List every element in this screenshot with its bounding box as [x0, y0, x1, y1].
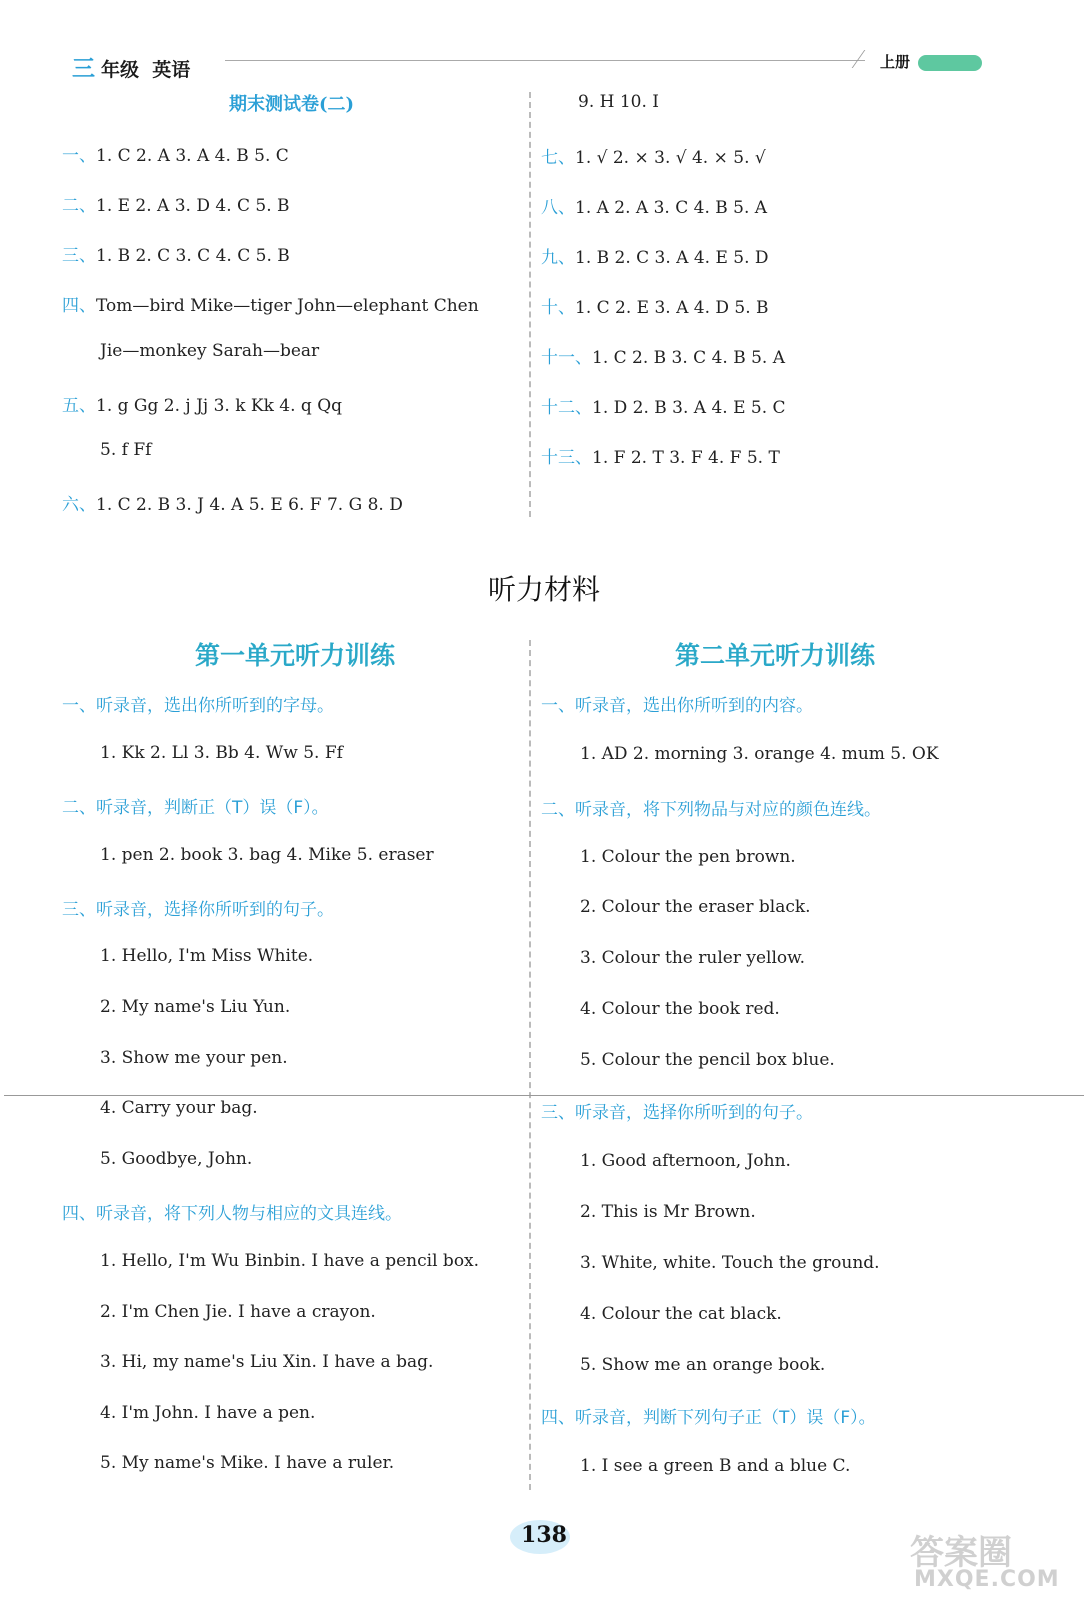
answer-line: 十一、1. C 2. B 3. C 4. B 5. A — [541, 348, 786, 368]
header-slash — [852, 50, 882, 68]
grade-number: 三 — [72, 56, 95, 82]
unit1-q4-item: 4. I'm John. I have a pen. — [100, 1403, 316, 1423]
unit1-q3-item: 2. My name's Liu Yun. — [100, 997, 291, 1017]
unit2-q1-items: 1. AD 2. morning 3. orange 4. mum 5. OK — [580, 744, 939, 764]
grade-label: 年级 — [101, 59, 140, 81]
unit2-q2-item: 3. Colour the ruler yellow. — [580, 948, 806, 968]
unit2-q2-heading: 二、听录音，将下列物品与对应的颜色连线。 — [541, 800, 881, 820]
unit2-q3-item: 1. Good afternoon, John. — [580, 1151, 791, 1171]
unit1-q1-heading: 一、听录音，选出你所听到的字母。 — [62, 696, 334, 716]
answer-line: 一、1. C 2. A 3. A 4. B 5. C — [62, 146, 289, 166]
unit2-q2-item: 5. Colour the pencil box blue. — [580, 1050, 835, 1070]
unit2-q2-item: 4. Colour the book red. — [580, 999, 780, 1019]
unit1-q4-item: 5. My name's Mike. I have a ruler. — [100, 1453, 395, 1473]
unit1-q2-items: 1. pen 2. book 3. bag 4. Mike 5. eraser — [100, 845, 434, 865]
unit1-q3-item: 4. Carry your bag. — [100, 1098, 258, 1118]
page-number: 138 — [521, 1522, 567, 1548]
grade-subject-label — [72, 50, 190, 83]
exam-title: 期末测试卷(二) — [229, 94, 355, 115]
volume-label: 上册 — [880, 53, 911, 71]
unit2-q2-item: 1. Colour the pen brown. — [580, 847, 796, 867]
answer-line: 六、1. C 2. B 3. J 4. A 5. E 6. F 7. G 8. D — [62, 495, 403, 515]
answer-line: 十三、1. F 2. T 3. F 4. F 5. T — [541, 448, 780, 468]
watermark-logo — [910, 1525, 1070, 1595]
unit2-q1-heading: 一、听录音，选出你所听到的内容。 — [541, 696, 813, 716]
answer-line: 七、1. √ 2. × 3. √ 4. × 5. √ — [541, 148, 766, 168]
unit1-q4-item: 3. Hi, my name's Liu Xin. I have a bag. — [100, 1352, 434, 1372]
watermark-url: MXQE.COM — [914, 1567, 1060, 1592]
answer-line: 九、1. B 2. C 3. A 4. E 5. D — [541, 248, 769, 268]
unit1-q4-item: 1. Hello, I'm Wu Binbin. I have a pencil box. — [100, 1251, 480, 1271]
unit2-q4-item: 1. I see a green B and a blue C. — [580, 1456, 851, 1476]
page-fold-rule — [4, 1095, 1084, 1096]
answer-line: 9. H 10. I — [578, 92, 660, 112]
unit2-q3-heading: 三、听录音，选择你所听到的句子。 — [541, 1103, 813, 1123]
listening-title: 听力材料 — [487, 573, 600, 606]
unit2-q2-item: 2. Colour the eraser black. — [580, 897, 811, 917]
answer-line: 三、1. B 2. C 3. C 4. C 5. B — [62, 246, 290, 266]
answer-line: 5. f Ff — [100, 440, 152, 460]
watermark-text: 答案圈 — [910, 1533, 1012, 1573]
unit1-q1-items: 1. Kk 2. Ll 3. Bb 4. Ww 5. Ff — [100, 743, 343, 763]
subject-label: 英语 — [152, 59, 191, 81]
answer-line: 二、1. E 2. A 3. D 4. C 5. B — [62, 196, 290, 216]
header-badge — [918, 55, 982, 71]
unit1-title: 第一单元听力训练 — [194, 641, 395, 670]
unit2-q3-item: 5. Show me an orange book. — [580, 1355, 826, 1375]
unit2-q3-item: 2. This is Mr Brown. — [580, 1202, 756, 1222]
unit1-q2-heading: 二、听录音，判断正（T）误（F）。 — [62, 798, 329, 818]
header-rule — [225, 60, 865, 61]
unit1-q3-item: 5. Goodbye, John. — [100, 1149, 253, 1169]
unit2-title: 第二单元听力训练 — [674, 641, 875, 670]
answer-line: 四、Tom—bird Mike—tiger John—elephant Chen — [62, 296, 479, 316]
unit2-q4-heading: 四、听录音，判断下列句子正（T）误（F）。 — [541, 1408, 876, 1428]
answer-line: 十二、1. D 2. B 3. A 4. E 5. C — [541, 398, 786, 418]
unit1-q4-heading: 四、听录音，将下列人物与相应的文具连线。 — [62, 1204, 402, 1224]
unit2-q3-item: 4. Colour the cat black. — [580, 1304, 782, 1324]
answer-line: 五、1. g Gg 2. j Jj 3. k Kk 4. q Qq — [62, 396, 343, 416]
unit1-q4-item: 2. I'm Chen Jie. I have a crayon. — [100, 1302, 376, 1322]
answer-line: Jie—monkey Sarah—bear — [100, 341, 320, 361]
page-header — [0, 0, 1088, 90]
unit2-q3-item: 3. White, white. Touch the ground. — [580, 1253, 880, 1273]
answers-divider — [529, 92, 531, 517]
answer-line: 十、1. C 2. E 3. A 4. D 5. B — [541, 298, 769, 318]
listening-divider — [529, 640, 531, 1490]
unit1-q3-heading: 三、听录音，选择你所听到的句子。 — [62, 900, 334, 920]
answer-line: 八、1. A 2. A 3. C 4. B 5. A — [541, 198, 768, 218]
unit1-q3-item: 3. Show me your pen. — [100, 1048, 288, 1068]
unit1-q3-item: 1. Hello, I'm Miss White. — [100, 946, 314, 966]
